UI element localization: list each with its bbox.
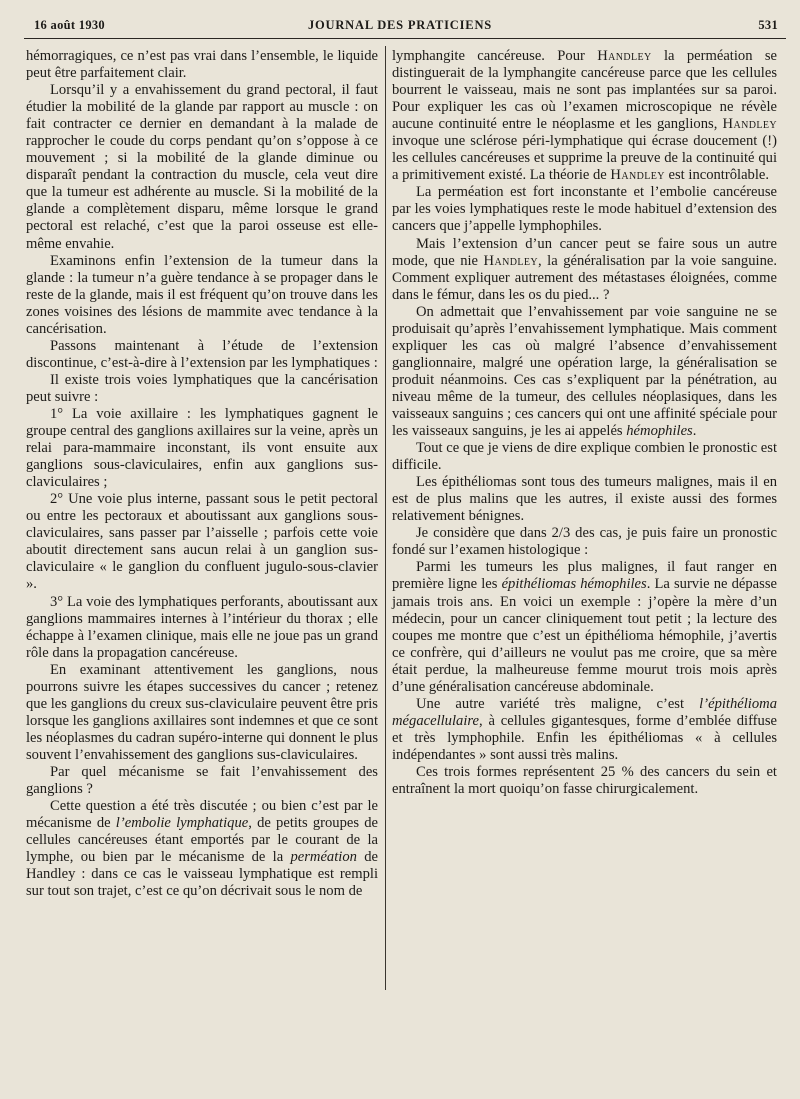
text-run: Lorsqu’il y a envahissement du grand pectoral, il faut étudier la mobilité de la glande par rapport au muscle : on fait contracter ce dernier en demandant à la malade de rapprocher le coude du corps pendant qu’on s’oppose à ce mouvement ; si la mobilité de la glande diminue ou disparaît pendant la contraction du muscle, cela veut dire que la tumeur est adhérente au muscle. Si la mobilité de la glande a complètement disparu, même lorsque le grand pectoral est relaché, c’est que la paroi osseuse est elle-même envahie. [26, 82, 378, 252]
text-run: la perméation se distinguerait de la lymphangite cancéreuse parce que les cellules bourrent le vaisseau, mais ne sont pas implantées sur sa paroi. Pour expliquer les cas où l’examen microscopique ne révèle aucune continuité entre le néoplasme et les ganglions, [392, 48, 777, 133]
text-run: de Handley : dans ce cas le vaisseau lymphatique est rempli sur tout son trajet, c’est ce qu’on décrivait sous le nom de [26, 849, 378, 900]
text-run: Les épithéliomas sont tous des tumeurs malignes, mais il en est de plus malins que les autres, il existe aussi des formes relativement bénignes. [392, 474, 777, 525]
text-run: En examinant attentivement les ganglions, nous pourrons suivre les étapes successives du cancer ; retenez que les ganglions du creux sus-claviculaire peuvent être pris lorsque les ganglions axillaires sont indemnes et que ce sont les néoplasmes du cadran supéro-interne qui donnent le plus souvent l’envahissement des ganglions sus-claviculaires. [26, 661, 378, 763]
text-run: Il existe trois voies lymphatiques que la cancérisation peut suivre : [26, 371, 378, 405]
paragraph [26, 372, 378, 406]
text-run: 3° La voie des lymphatiques perforants, aboutissant aux ganglions mammaires internes à l’intérieur du thorax ; elle échappe à l’examen clinique, mais elle ne joue pas un grand rôle dans la propagation cancéreuse. [26, 593, 378, 661]
paragraph [26, 662, 378, 764]
text-run: La perméation est fort inconstante et l’embolie cancéreuse par les voies lymphatiques reste le mode habituel d’extension des cancers que j’appelle lymphophiles. [392, 184, 777, 235]
italic-text: hémophiles [626, 423, 693, 440]
paragraph [392, 474, 777, 525]
text-run: hémorragiques, ce n’est pas vrai dans l’ensemble, le liquide peut être parfaitement clair. [26, 48, 378, 82]
text-run: lymphangite cancéreuse. Pour [392, 48, 598, 64]
paragraph [392, 696, 777, 764]
author-name: Handley [483, 252, 538, 269]
text-run: Tout ce que je viens de dire explique combien le pronostic est difficile. [392, 440, 777, 474]
author-name: Handley [597, 48, 652, 64]
paragraph [26, 48, 378, 82]
column-divider [385, 46, 386, 990]
author-name: Handley [610, 167, 665, 184]
journal-title: JOURNAL DES PRATICIENS [307, 18, 493, 32]
text-run: Passons maintenant à l’étude de l’extension discontinue, c’est-à-dire à l’extension par les lymphatiques : [26, 337, 378, 371]
right-column [392, 48, 777, 798]
text-run: Ces trois formes représentent 25 % des cancers du sein et entraînent la mort quoiqu’on fasse chirurgicalement. [392, 763, 777, 798]
paragraph [392, 559, 777, 695]
paragraph [26, 253, 378, 338]
text-run: Je considère que dans 2/3 des cas, je puis faire un pronostic fondé sur l’examen histologique : [392, 525, 777, 559]
paragraph [392, 236, 777, 304]
italic-text: perméation [290, 849, 357, 866]
author-name: Handley [722, 116, 777, 133]
paragraph [26, 338, 378, 372]
italic-text: épithéliomas hémophiles [501, 576, 647, 593]
text-run: On admettait que l’envahissement par voie sanguine ne se produisait qu’après l’envahissement lymphatique. Mais comment expliquer les cas où malgré l’absence d’envahissement ganglionnaire, malgré une opération large, la généralisation se produit néanmoins. Ces cas s’expliquent par la pénétration, au niveau même de la tumeur, des cellules néoplasiques, dans les vaisseaux sanguins ; ces cancers qui ont une affinité spéciale pour les vaisseaux sanguins, je les ai appelés [392, 303, 777, 440]
text-run: Parmi les tumeurs les plus malignes, il faut ranger en première ligne les [392, 559, 777, 593]
text-run: 1° La voie axillaire : les lymphatiques gagnent le groupe central des ganglions axillaires sur la veine, après un relai para-mammaire inconstant, ils vont ensuite aux ganglions sous-claviculaires, enfin aux ganglions sus-claviculaires ; [26, 405, 378, 491]
text-run: invoque une sclérose péri-lymphatique qui écrase doucement (!) les cellules cancéreuses et supprime la preuve de la continuité qui a primitivement existé. La théorie de [392, 133, 777, 184]
text-run: Une autre variété très maligne, c’est [416, 695, 700, 712]
paragraph [392, 525, 777, 559]
paragraph [392, 184, 777, 235]
header-date: 16 août 1930 [34, 18, 105, 32]
paragraph [392, 48, 777, 184]
paragraph [26, 406, 378, 491]
text-run: . La survie ne dépasse jamais trois ans. En voici un exemple : j’opère la mère d’un médecin, pour un cancer cliniquement tout petit ; la lecture des coupes me montre que c’est un épithélioma hémophile, j’avertis ce confrère, qui d’ailleurs ne voulut pas me croire, que sa mère était perdue, la malheureuse femme mourut trois mois après d’une généralisation cancéreuse abdominale. [392, 576, 777, 695]
text-run: Cette question a été très discutée ; ou bien c’est par le mécanisme de [26, 798, 378, 832]
text-run: est incontrôlable. [664, 167, 770, 184]
text-run: , la généralisation par la voie sanguine. Comment expliquer autrement des métastases éloignées, comme dans le fémur, dans les os du pied... ? [392, 252, 777, 303]
left-column [26, 48, 378, 900]
text-run: 2° Une voie plus interne, passant sous le petit pectoral ou entre les pectoraux et aboutissant aux ganglions sous-claviculaires, sans passer par l’aisselle ; parfois cette voie aboutit directement sans aucun relai à un ganglion sus-claviculaire « le ganglion du confluent jugulo-sous-clavier ». [26, 491, 378, 593]
paragraph [392, 304, 777, 440]
paragraph [392, 440, 777, 474]
paragraph [26, 764, 378, 798]
text-run: , de petits groupes de cellules cancéreuses étant emportés par le courant de la lymphe, ou bien par le mécanisme de la [26, 815, 379, 866]
text-run: Mais l’extension d’un cancer peut se faire sous un autre mode, que nie [392, 235, 777, 269]
page-number: 531 [758, 18, 778, 32]
header-rule [24, 38, 786, 39]
paragraph [26, 798, 378, 900]
italic-text: l’épithélioma mégacellulaire [392, 695, 777, 729]
paragraph [26, 491, 378, 593]
italic-text: l’embolie lymphatique [115, 815, 249, 832]
paragraph [26, 594, 378, 662]
paragraph [392, 764, 777, 798]
text-run: , à cellules gigantesques, forme d’emblée diffuse et très lymphophile. Enfin les épithéliomas « à cellules indépendantes » sont aussi très malins. [392, 712, 777, 763]
text-run: . [692, 423, 697, 440]
text-run: Par quel mécanisme se fait l’envahissement des ganglions ? [26, 763, 378, 798]
paragraph [26, 82, 378, 252]
running-header [18, 12, 782, 38]
text-run: Examinons enfin l’extension de la tumeur dans la glande : la tumeur n’a guère tendance à se propager dans le reste de la glande, mais il est fréquent qu’on trouve dans les zones voisines des lésions de mammite avec tendance à la cancérisation. [26, 252, 378, 337]
